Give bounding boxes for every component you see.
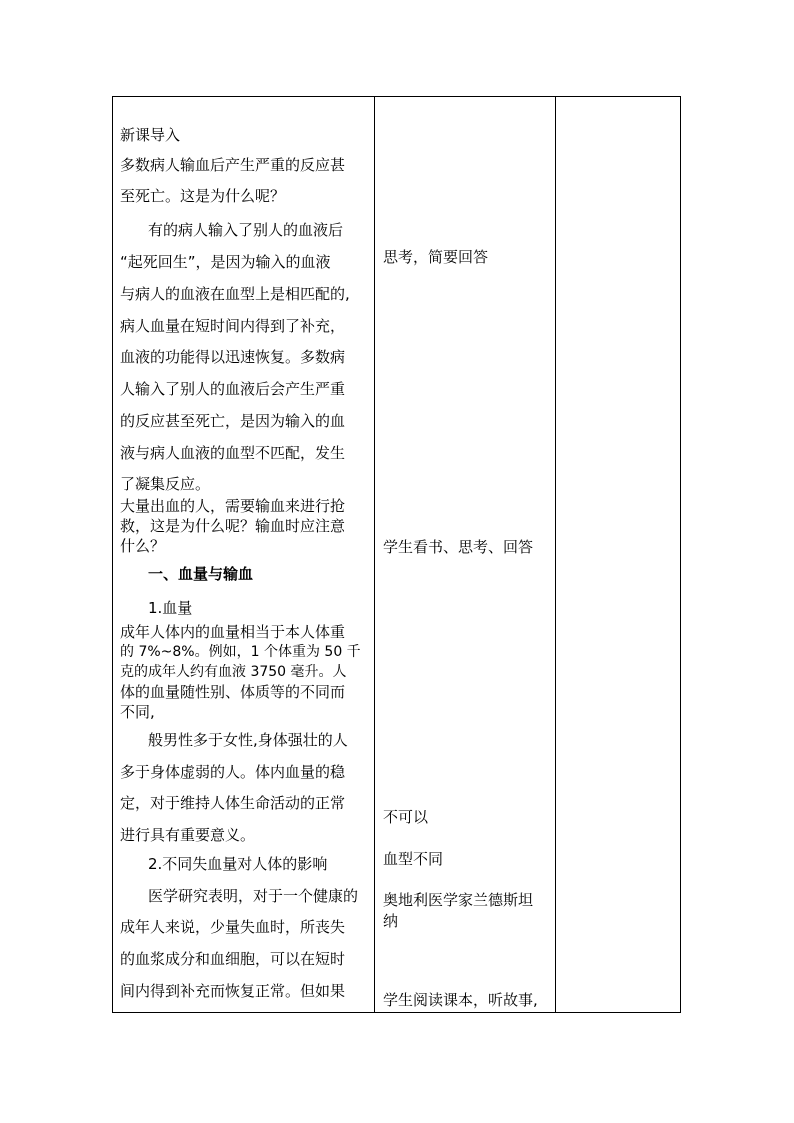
paragraph-line: 成年人来说，少量失血时，所丧失 — [120, 918, 346, 936]
question-line: 救，这是为什么呢？输血时应注意 — [120, 517, 346, 535]
question-line: 多数病人输血后产生严重的反应甚 — [120, 156, 346, 174]
paragraph-line: 般男性多于女性,身体强壮的人 — [148, 731, 348, 749]
paragraph-line: 人输入了别人的血液后会产生严重 — [120, 380, 346, 398]
paragraph-line: 克的成年人约有血液 3750 毫升。人 — [120, 664, 347, 680]
lesson-table — [112, 96, 681, 1013]
paragraph-line: 进行具有重要意义。 — [120, 826, 256, 844]
section-heading: 一、血量与输血 — [148, 565, 254, 583]
paragraph-line: 间内得到补充而恢复正常。但如果 — [120, 982, 346, 1000]
paragraph-line: 的血浆成分和血细胞，可以在短时 — [120, 950, 346, 968]
paragraph-line: 的 7%~8%。例如，1 个体重为 50 千 — [120, 644, 361, 660]
paragraph-line: 定，对于维持人体生命活动的正常 — [120, 794, 346, 812]
subsection-heading: 2.不同失血量对人体的影响 — [148, 855, 328, 873]
question-line: 什么？ — [120, 537, 166, 555]
paragraph-line: 病人血量在短时间内得到了补充， — [120, 317, 346, 335]
paragraph-line: 有的病人输入了别人的血液后 — [148, 221, 344, 239]
column-divider — [555, 97, 556, 1012]
question-line: 至死亡。这是为什么呢？ — [120, 187, 286, 205]
paragraph-line: 与病人的血液在血型上是相匹配的, — [120, 285, 350, 303]
student-activity: 血型不同 — [383, 850, 444, 868]
question-line: 大量出血的人，需要输血来进行抢 — [120, 497, 346, 515]
student-activity: 奥地利医学家兰德斯坦 — [383, 891, 534, 909]
paragraph-line: 液与病人血液的血型不匹配，发生 — [120, 444, 346, 462]
paragraph-line: 了凝集反应。 — [120, 475, 211, 493]
student-activity: 学生阅读课本，听故事, — [383, 991, 538, 1009]
paragraph-line: 医学研究表明，对于一个健康的 — [148, 887, 359, 905]
paragraph-line: 成年人体内的血量相当于本人体重 — [120, 623, 346, 641]
paragraph-line: 体的血量随性别、体质等的不同而 — [120, 683, 346, 701]
paragraph-line: 多于身体虚弱的人。体内血量的稳 — [120, 763, 346, 781]
student-activity: 学生看书、思考、回答 — [383, 538, 534, 556]
paragraph-line: 不同, — [120, 703, 155, 721]
student-activity: 纳 — [383, 912, 399, 930]
student-activity: 思考，简要回答 — [383, 248, 489, 266]
column-divider — [374, 97, 375, 1012]
student-activity: 不可以 — [383, 808, 429, 826]
paragraph-line: 的反应甚至死亡，是因为输入的血 — [120, 412, 346, 430]
paragraph-line: 血液的功能得以迅速恢复。多数病 — [120, 348, 346, 366]
intro-heading: 新课导入 — [120, 126, 181, 144]
subsection-heading: 1.血量 — [148, 599, 193, 617]
paragraph-line: “起死回生”，是因为输入的血液 — [120, 253, 331, 271]
